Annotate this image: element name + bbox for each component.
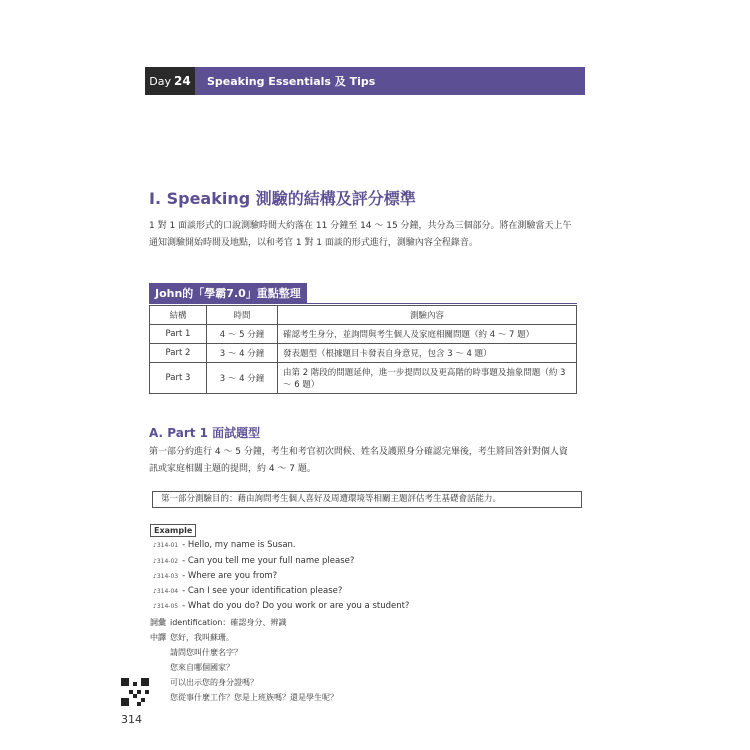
example-text: - Can you tell me your full name please? [182,556,355,566]
speaking-structure-table [149,305,577,394]
intro-line-1: 1 對 1 面談形式的口說測驗時間大約落在 11 分鐘至 14 ～ 15 分鐘，共分為三個部分。將在測驗當天上午 [149,221,572,231]
page-number: 314 [121,713,142,726]
cell-content: 由第 2 階段的問題延伸，進一步提問以及更高階的時事題及抽象問題（約 3 ～ 6 題） [278,363,577,394]
translation-line: 您來自哪個國家？ [170,663,234,672]
day-label [145,67,195,95]
section-title: I. Speaking 測驗的結構及評分標準 [149,189,416,208]
translation-line: 您從事什麼工作？您是上班族嗎？還是學生呢？ [170,693,338,702]
col-structure: 結構 [150,306,207,325]
audio-track-icon[interactable]: ♪314-03 [153,573,179,580]
summary-badge: John的「學霸7.0」重點整理 [149,283,307,303]
vocab-tag: 詞彙 [150,618,166,627]
translation-tag: 中譯 [150,633,166,642]
chapter-header-bar [145,67,585,95]
audio-track-icon[interactable]: ♪314-04 [153,588,179,595]
badge-underline [149,303,577,304]
purpose-box: 第一部分測驗目的：藉由詢問考生個人喜好及周遭環境等相關主題評估考生基礎會話能力。 [152,491,582,508]
example-line [153,556,354,566]
chapter-title: Speaking Essentials 及 Tips [207,75,376,88]
qr-code-icon[interactable] [121,678,149,706]
example-line [153,571,277,581]
audio-track-icon[interactable]: ♪314-05 [153,603,179,610]
table-row [150,344,577,363]
example-line [153,586,342,596]
translation-line: 您好，我叫蘇珊。 [170,633,234,642]
part1-description [149,444,589,478]
table-header-row [150,306,577,325]
cell-part: Part 2 [150,344,207,363]
part1-line-2: 訊或家庭相關主題的提問，約 4 ～ 7 題。 [149,464,316,474]
example-line [153,601,409,611]
col-time: 時間 [207,306,278,325]
cell-content: 發表題型（根據題目卡發表自身意見，包含 3 ～ 4 題） [278,344,577,363]
example-text: - What do you do? Do you work or are you a student? [182,601,410,611]
cell-part: Part 1 [150,325,207,344]
vocab-note [150,617,286,628]
cell-content: 確認考生身分，並詢問與考生個人及家庭相關問題（約 4 ～ 7 題） [278,325,577,344]
cell-part: Part 3 [150,363,207,394]
example-line [153,540,296,550]
translation-tag-line [150,632,234,643]
subsection-title: A. Part 1 面試題型 [149,426,261,440]
cell-time: 4 ～ 5 分鐘 [207,325,278,344]
col-content: 測驗內容 [278,306,577,325]
intro-paragraph [149,218,589,252]
day-number: 24 [174,74,191,88]
example-text: - Can I see your identification please? [182,586,343,596]
audio-track-icon[interactable]: ♪314-01 [153,542,179,549]
table-row [150,325,577,344]
example-label: Example [150,524,196,537]
audio-track-icon[interactable]: ♪314-02 [153,558,179,565]
day-prefix: Day [149,74,172,88]
part1-line-1: 第一部分約進行 4 ～ 5 分鐘，考生和考官初次問候、姓名及護照身分確認完畢後，考生將回答針對個人資 [149,447,568,457]
cell-time: 3 ～ 4 分鐘 [207,363,278,394]
cell-time: 3 ～ 4 分鐘 [207,344,278,363]
example-text: - Where are you from? [182,571,278,581]
intro-line-2: 通知測驗開始時間及地點，以和考官 1 對 1 面談的形式進行，測驗內容全程錄音。 [149,238,478,248]
vocab-text: identification：確認身分、辨識 [170,618,287,627]
translation-line: 可以出示您的身分證嗎？ [170,678,258,687]
table-row [150,363,577,394]
example-text: - Hello, my name is Susan. [182,540,296,550]
translation-line: 請問您叫什麼名字？ [170,648,242,657]
